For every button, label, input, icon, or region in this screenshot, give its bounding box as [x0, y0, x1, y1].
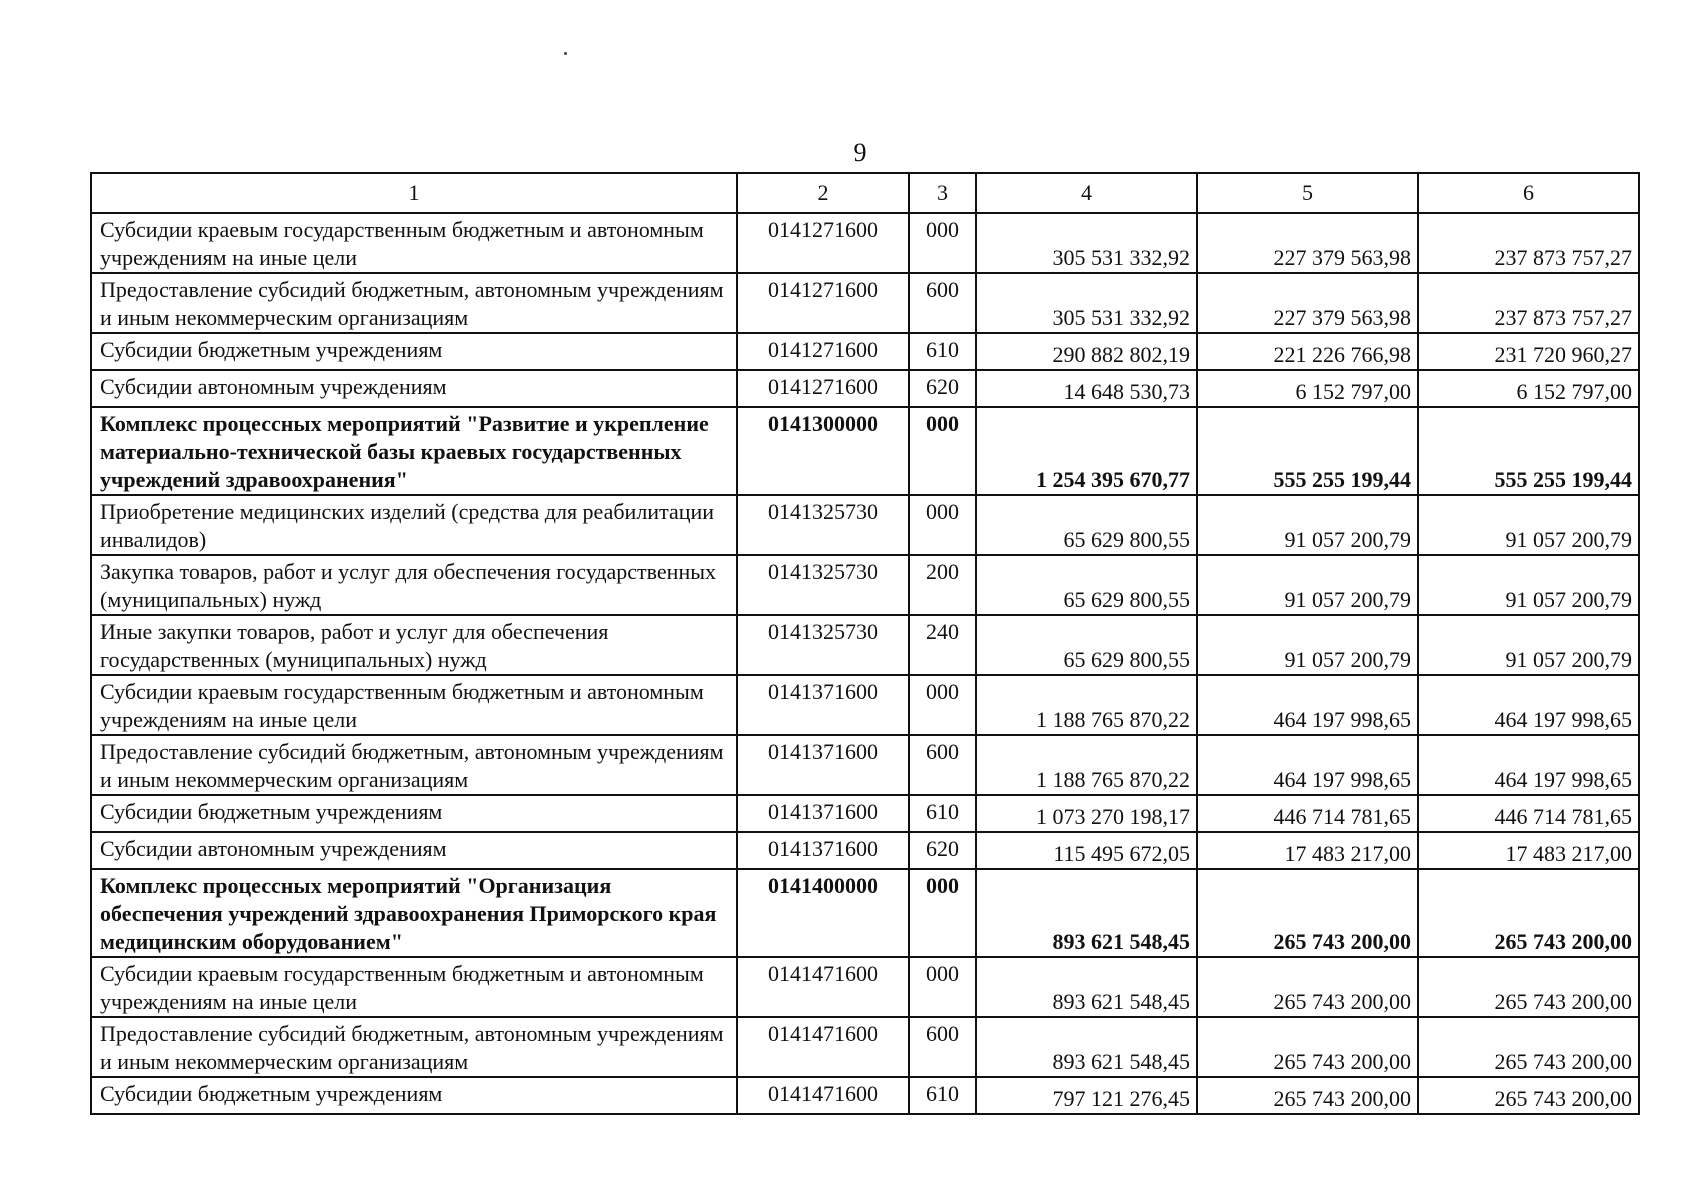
target-code-cell: 0141400000 [737, 869, 909, 957]
table-row [91, 957, 1639, 1017]
expense-type-cell: 000 [909, 213, 976, 273]
amount-col5-cell: 555 255 199,44 [1197, 407, 1418, 495]
table-row [91, 370, 1639, 407]
row-name-cell: Предоставление субсидий бюджетным, автономным учреждениям и иным некоммерческим организациям [91, 273, 737, 333]
target-code-cell: 0141371600 [737, 795, 909, 832]
amount-col6-cell: 91 057 200,79 [1418, 555, 1639, 615]
amount-col4-cell: 65 629 800,55 [976, 495, 1197, 555]
amount-col6-cell: 265 743 200,00 [1418, 957, 1639, 1017]
table-row [91, 1017, 1639, 1077]
header-cell: 2 [737, 173, 909, 213]
amount-col6-cell: 91 057 200,79 [1418, 615, 1639, 675]
row-name-cell: Субсидии бюджетным учреждениям [91, 795, 737, 832]
table-row [91, 735, 1639, 795]
expense-type-cell: 000 [909, 495, 976, 555]
section-row [91, 869, 1639, 957]
target-code-cell: 0141271600 [737, 213, 909, 273]
target-code-cell: 0141271600 [737, 273, 909, 333]
target-code-cell: 0141371600 [737, 832, 909, 869]
budget-table [90, 172, 1640, 1115]
amount-col4-cell: 14 648 530,73 [976, 370, 1197, 407]
amount-col5-cell: 265 743 200,00 [1197, 1017, 1418, 1077]
row-name-cell: Субсидии краевым государственным бюджетным и автономным учреждениям на иные цели [91, 957, 737, 1017]
amount-col4-cell: 1 254 395 670,77 [976, 407, 1197, 495]
expense-type-cell: 610 [909, 1077, 976, 1114]
page-number: 9 [853, 138, 867, 167]
expense-type-cell: 600 [909, 273, 976, 333]
row-name-cell: Иные закупки товаров, работ и услуг для обеспечения государственных (муниципальных) нужд [91, 615, 737, 675]
expense-type-cell: 000 [909, 957, 976, 1017]
amount-col5-cell: 464 197 998,65 [1197, 735, 1418, 795]
amount-col5-cell: 464 197 998,65 [1197, 675, 1418, 735]
amount-col5-cell: 91 057 200,79 [1197, 555, 1418, 615]
row-name-cell: Субсидии краевым государственным бюджетным и автономным учреждениям на иные цели [91, 675, 737, 735]
amount-col6-cell: 464 197 998,65 [1418, 675, 1639, 735]
row-name-cell: Субсидии бюджетным учреждениям [91, 1077, 737, 1114]
target-code-cell: 0141325730 [737, 555, 909, 615]
amount-col5-cell: 6 152 797,00 [1197, 370, 1418, 407]
amount-col4-cell: 797 121 276,45 [976, 1077, 1197, 1114]
amount-col4-cell: 893 621 548,45 [976, 957, 1197, 1017]
expense-type-cell: 600 [909, 735, 976, 795]
amount-col4-cell: 305 531 332,92 [976, 213, 1197, 273]
target-code-cell: 0141325730 [737, 615, 909, 675]
amount-col6-cell: 464 197 998,65 [1418, 735, 1639, 795]
expense-type-cell: 240 [909, 615, 976, 675]
amount-col4-cell: 65 629 800,55 [976, 555, 1197, 615]
amount-col6-cell: 446 714 781,65 [1418, 795, 1639, 832]
amount-col6-cell: 265 743 200,00 [1418, 1017, 1639, 1077]
target-code-cell: 0141471600 [737, 957, 909, 1017]
amount-col4-cell: 1 073 270 198,17 [976, 795, 1197, 832]
amount-col5-cell: 265 743 200,00 [1197, 869, 1418, 957]
amount-col6-cell: 91 057 200,79 [1418, 495, 1639, 555]
amount-col6-cell: 6 152 797,00 [1418, 370, 1639, 407]
target-code-cell: 0141300000 [737, 407, 909, 495]
target-code-cell: 0141471600 [737, 1077, 909, 1114]
table-row [91, 795, 1639, 832]
amount-col4-cell: 893 621 548,45 [976, 869, 1197, 957]
amount-col5-cell: 265 743 200,00 [1197, 957, 1418, 1017]
table-row [91, 495, 1639, 555]
amount-col4-cell: 893 621 548,45 [976, 1017, 1197, 1077]
target-code-cell: 0141325730 [737, 495, 909, 555]
header-cell: 6 [1418, 173, 1639, 213]
row-name-cell: Субсидии автономным учреждениям [91, 832, 737, 869]
amount-col4-cell: 1 188 765 870,22 [976, 675, 1197, 735]
table-row [91, 1077, 1639, 1114]
target-code-cell: 0141271600 [737, 370, 909, 407]
table-row [91, 555, 1639, 615]
amount-col6-cell: 237 873 757,27 [1418, 273, 1639, 333]
table-row [91, 832, 1639, 869]
expense-type-cell: 610 [909, 795, 976, 832]
amount-col6-cell: 265 743 200,00 [1418, 1077, 1639, 1114]
expense-type-cell: 000 [909, 407, 976, 495]
table-row [91, 615, 1639, 675]
row-name-cell: Предоставление субсидий бюджетным, автономным учреждениям и иным некоммерческим организациям [91, 1017, 737, 1077]
amount-col5-cell: 227 379 563,98 [1197, 273, 1418, 333]
row-name-cell: Субсидии краевым государственным бюджетным и автономным учреждениям на иные цели [91, 213, 737, 273]
amount-col5-cell: 265 743 200,00 [1197, 1077, 1418, 1114]
amount-col6-cell: 231 720 960,27 [1418, 333, 1639, 370]
row-name-cell: Субсидии автономным учреждениям [91, 370, 737, 407]
amount-col4-cell: 115 495 672,05 [976, 832, 1197, 869]
row-name-cell: Комплекс процессных мероприятий "Организация обеспечения учреждений здравоохранения Приморского края медицинским оборудованием" [91, 869, 737, 957]
amount-col4-cell: 1 188 765 870,22 [976, 735, 1197, 795]
row-name-cell: Комплекс процессных мероприятий "Развитие и укрепление материально-технической базы краевых государственных учреждений здравоохранения" [91, 407, 737, 495]
amount-col5-cell: 17 483 217,00 [1197, 832, 1418, 869]
table-row [91, 333, 1639, 370]
expense-type-cell: 620 [909, 370, 976, 407]
expense-type-cell: 600 [909, 1017, 976, 1077]
target-code-cell: 0141271600 [737, 333, 909, 370]
expense-type-cell: 000 [909, 869, 976, 957]
amount-col4-cell: 65 629 800,55 [976, 615, 1197, 675]
row-name-cell: Закупка товаров, работ и услуг для обеспечения государственных (муниципальных) нужд [91, 555, 737, 615]
amount-col6-cell: 17 483 217,00 [1418, 832, 1639, 869]
table-row [91, 675, 1639, 735]
table-body [91, 173, 1639, 1114]
expense-type-cell: 610 [909, 333, 976, 370]
header-cell: 5 [1197, 173, 1418, 213]
amount-col5-cell: 446 714 781,65 [1197, 795, 1418, 832]
scan-speck [564, 52, 567, 55]
amount-col5-cell: 91 057 200,79 [1197, 615, 1418, 675]
header-cell: 4 [976, 173, 1197, 213]
section-row [91, 407, 1639, 495]
table-row [91, 213, 1639, 273]
amount-col4-cell: 305 531 332,92 [976, 273, 1197, 333]
header-cell: 3 [909, 173, 976, 213]
row-name-cell: Субсидии бюджетным учреждениям [91, 333, 737, 370]
amount-col5-cell: 221 226 766,98 [1197, 333, 1418, 370]
amount-col4-cell: 290 882 802,19 [976, 333, 1197, 370]
target-code-cell: 0141371600 [737, 735, 909, 795]
table-row [91, 273, 1639, 333]
row-name-cell: Приобретение медицинских изделий (средства для реабилитации инвалидов) [91, 495, 737, 555]
expense-type-cell: 200 [909, 555, 976, 615]
expense-type-cell: 000 [909, 675, 976, 735]
row-name-cell: Предоставление субсидий бюджетным, автономным учреждениям и иным некоммерческим организациям [91, 735, 737, 795]
header-cell: 1 [91, 173, 737, 213]
target-code-cell: 0141471600 [737, 1017, 909, 1077]
amount-col6-cell: 265 743 200,00 [1418, 869, 1639, 957]
header-row [91, 173, 1639, 213]
amount-col6-cell: 237 873 757,27 [1418, 213, 1639, 273]
target-code-cell: 0141371600 [737, 675, 909, 735]
amount-col6-cell: 555 255 199,44 [1418, 407, 1639, 495]
expense-type-cell: 620 [909, 832, 976, 869]
amount-col5-cell: 91 057 200,79 [1197, 495, 1418, 555]
amount-col5-cell: 227 379 563,98 [1197, 213, 1418, 273]
